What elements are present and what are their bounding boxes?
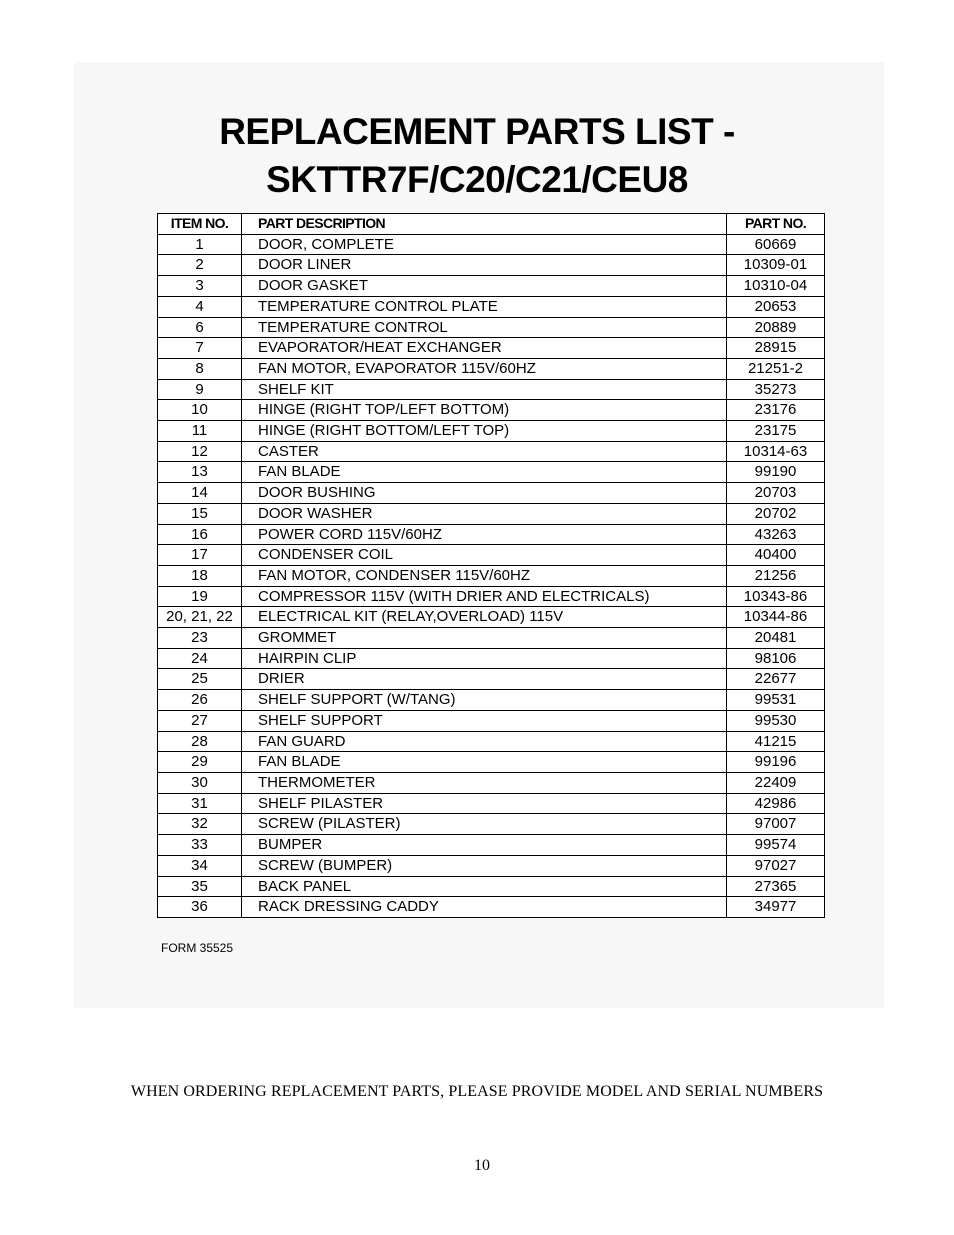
part-description-cell: TEMPERATURE CONTROL: [242, 317, 727, 338]
table-row: [158, 524, 825, 545]
part-description-cell: DOOR BUSHING: [242, 483, 727, 504]
part-number-cell: 21251-2: [727, 358, 825, 379]
part-number-cell: 42986: [727, 793, 825, 814]
table-row: [158, 338, 825, 359]
part-number-cell: 10344-86: [727, 607, 825, 628]
item-number-cell: 26: [158, 690, 242, 711]
part-description-cell: DOOR, COMPLETE: [242, 234, 727, 255]
part-number-cell: 22409: [727, 772, 825, 793]
item-number-cell: 11: [158, 421, 242, 442]
item-number-cell: 32: [158, 814, 242, 835]
item-number-cell: 8: [158, 358, 242, 379]
part-description-cell: FAN BLADE: [242, 752, 727, 773]
part-description-cell: HAIRPIN CLIP: [242, 648, 727, 669]
part-description-cell: CASTER: [242, 441, 727, 462]
part-number-cell: 20481: [727, 628, 825, 649]
part-description-cell: DOOR GASKET: [242, 276, 727, 297]
title-line-2: SKTTR7F/C20/C21/CEU8: [266, 159, 688, 200]
part-description-cell: SHELF KIT: [242, 379, 727, 400]
table-row: [158, 276, 825, 297]
part-number-cell: 10343-86: [727, 586, 825, 607]
part-description-cell: RACK DRESSING CADDY: [242, 897, 727, 918]
form-number: FORM 35525: [161, 941, 234, 955]
part-description-cell: TEMPERATURE CONTROL PLATE: [242, 296, 727, 317]
item-number-cell: 14: [158, 483, 242, 504]
table-row: [158, 772, 825, 793]
table-row: [158, 234, 825, 255]
table-row: [158, 710, 825, 731]
part-number-cell: 41215: [727, 731, 825, 752]
item-number-cell: 4: [158, 296, 242, 317]
part-number-cell: 20653: [727, 296, 825, 317]
part-number-cell: 20889: [727, 317, 825, 338]
part-number-cell: 97007: [727, 814, 825, 835]
item-number-cell: 36: [158, 897, 242, 918]
table-row: [158, 462, 825, 483]
part-description-cell: SHELF SUPPORT: [242, 710, 727, 731]
table-row: [158, 607, 825, 628]
part-description-cell: DOOR LINER: [242, 255, 727, 276]
page-number: 10: [474, 1157, 490, 1174]
table-row: [158, 731, 825, 752]
item-number-cell: 12: [158, 441, 242, 462]
part-description-cell: DRIER: [242, 669, 727, 690]
table-row: [158, 586, 825, 607]
part-number-cell: 23175: [727, 421, 825, 442]
table-row: [158, 545, 825, 566]
table-row: [158, 876, 825, 897]
table-row: [158, 835, 825, 856]
part-description-cell: FAN BLADE: [242, 462, 727, 483]
part-number-cell: 98106: [727, 648, 825, 669]
item-number-cell: 6: [158, 317, 242, 338]
part-number-cell: 99574: [727, 835, 825, 856]
part-number-cell: 99190: [727, 462, 825, 483]
part-description-cell: FAN MOTOR, CONDENSER 115V/60HZ: [242, 565, 727, 586]
item-number-cell: 10: [158, 400, 242, 421]
part-number-cell: 10310-04: [727, 276, 825, 297]
item-number-cell: 34: [158, 855, 242, 876]
item-number-cell: 30: [158, 772, 242, 793]
part-description-cell: GROMMET: [242, 628, 727, 649]
part-number-cell: 27365: [727, 876, 825, 897]
table-row: [158, 483, 825, 504]
part-number-cell: 43263: [727, 524, 825, 545]
item-number-cell: 29: [158, 752, 242, 773]
title-line-1: REPLACEMENT PARTS LIST -: [219, 111, 735, 152]
table-row: [158, 565, 825, 586]
ordering-note: WHEN ORDERING REPLACEMENT PARTS, PLEASE PROVIDE MODEL AND SERIAL NUMBERS: [130, 1083, 824, 1100]
item-number-cell: 18: [158, 565, 242, 586]
item-number-cell: 19: [158, 586, 242, 607]
part-description-cell: FAN GUARD: [242, 731, 727, 752]
header-part-description: PART DESCRIPTION: [242, 214, 727, 235]
item-number-cell: 7: [158, 338, 242, 359]
part-description-cell: BUMPER: [242, 835, 727, 856]
table-row: [158, 255, 825, 276]
part-description-cell: SHELF SUPPORT (W/TANG): [242, 690, 727, 711]
part-description-cell: DOOR WASHER: [242, 503, 727, 524]
table-row: [158, 400, 825, 421]
item-number-cell: 9: [158, 379, 242, 400]
page-title: [0, 108, 954, 204]
part-description-cell: HINGE (RIGHT BOTTOM/LEFT TOP): [242, 421, 727, 442]
item-number-cell: 25: [158, 669, 242, 690]
item-number-cell: 24: [158, 648, 242, 669]
part-description-cell: FAN MOTOR, EVAPORATOR 115V/60HZ: [242, 358, 727, 379]
table-row: [158, 358, 825, 379]
table-row: [158, 752, 825, 773]
part-number-cell: 10309-01: [727, 255, 825, 276]
table-row: [158, 317, 825, 338]
part-number-cell: 10314-63: [727, 441, 825, 462]
part-number-cell: 99530: [727, 710, 825, 731]
part-number-cell: 97027: [727, 855, 825, 876]
part-number-cell: 35273: [727, 379, 825, 400]
part-number-cell: 21256: [727, 565, 825, 586]
table-row: [158, 379, 825, 400]
table-row: [158, 296, 825, 317]
part-number-cell: 20703: [727, 483, 825, 504]
part-number-cell: 22677: [727, 669, 825, 690]
item-number-cell: 3: [158, 276, 242, 297]
table-row: [158, 897, 825, 918]
part-description-cell: HINGE (RIGHT TOP/LEFT BOTTOM): [242, 400, 727, 421]
part-number-cell: 23176: [727, 400, 825, 421]
part-number-cell: 60669: [727, 234, 825, 255]
part-number-cell: 99196: [727, 752, 825, 773]
item-number-cell: 20, 21, 22: [158, 607, 242, 628]
item-number-cell: 35: [158, 876, 242, 897]
item-number-cell: 28: [158, 731, 242, 752]
part-description-cell: CONDENSER COIL: [242, 545, 727, 566]
part-number-cell: 28915: [727, 338, 825, 359]
part-description-cell: EVAPORATOR/HEAT EXCHANGER: [242, 338, 727, 359]
table-header-row: [158, 214, 825, 235]
part-description-cell: COMPRESSOR 115V (WITH DRIER AND ELECTRICALS): [242, 586, 727, 607]
part-description-cell: BACK PANEL: [242, 876, 727, 897]
part-description-cell: SCREW (BUMPER): [242, 855, 727, 876]
item-number-cell: 1: [158, 234, 242, 255]
item-number-cell: 17: [158, 545, 242, 566]
item-number-cell: 27: [158, 710, 242, 731]
table-row: [158, 648, 825, 669]
header-part-no: PART NO.: [727, 214, 825, 235]
item-number-cell: 13: [158, 462, 242, 483]
part-description-cell: THERMOMETER: [242, 772, 727, 793]
part-description-cell: SHELF PILASTER: [242, 793, 727, 814]
part-description-cell: POWER CORD 115V/60HZ: [242, 524, 727, 545]
item-number-cell: 15: [158, 503, 242, 524]
table-row: [158, 793, 825, 814]
table-row: [158, 421, 825, 442]
item-number-cell: 23: [158, 628, 242, 649]
table-row: [158, 503, 825, 524]
parts-table-body: [158, 234, 825, 917]
table-row: [158, 441, 825, 462]
part-number-cell: 99531: [727, 690, 825, 711]
part-description-cell: SCREW (PILASTER): [242, 814, 727, 835]
table-row: [158, 814, 825, 835]
part-number-cell: 34977: [727, 897, 825, 918]
item-number-cell: 31: [158, 793, 242, 814]
table-row: [158, 628, 825, 649]
table-row: [158, 669, 825, 690]
parts-table: [157, 213, 825, 918]
part-number-cell: 40400: [727, 545, 825, 566]
item-number-cell: 16: [158, 524, 242, 545]
part-number-cell: 20702: [727, 503, 825, 524]
table-row: [158, 690, 825, 711]
item-number-cell: 33: [158, 835, 242, 856]
part-description-cell: ELECTRICAL KIT (RELAY,OVERLOAD) 115V: [242, 607, 727, 628]
item-number-cell: 2: [158, 255, 242, 276]
header-item-no: ITEM NO.: [158, 214, 242, 235]
table-row: [158, 855, 825, 876]
